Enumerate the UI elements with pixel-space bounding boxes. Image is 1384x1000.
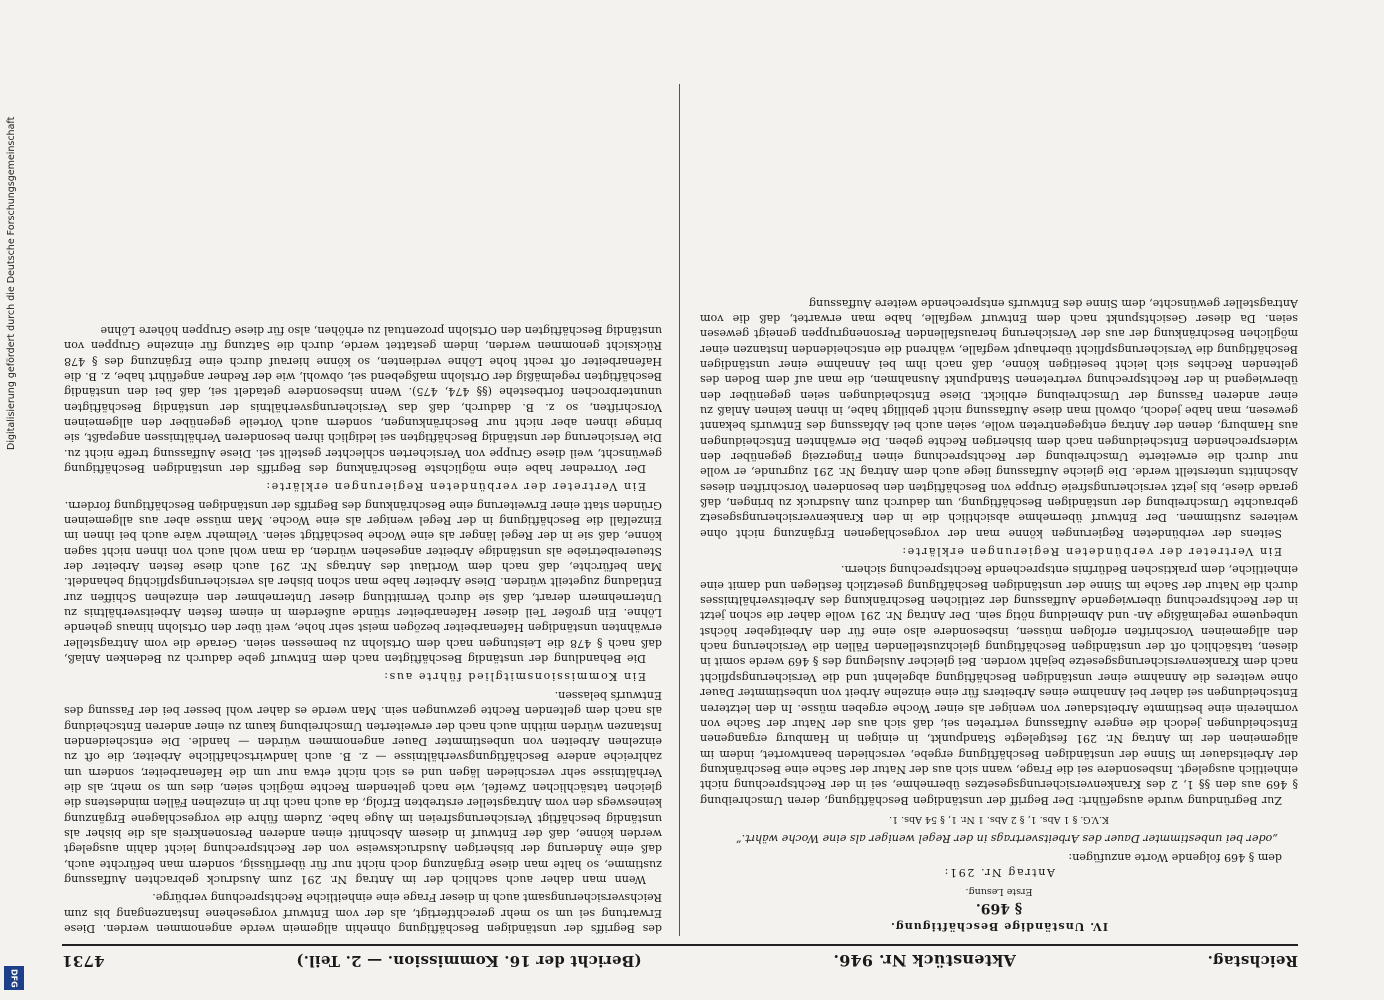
speaker-line: Ein Vertreter der verbündeten Regierungen erklärte:	[900, 545, 1282, 559]
speaker-line: Ein Vertreter der verbündeten Regierungen erklärte:	[264, 480, 646, 494]
credit-text: Digitalisierung gefördert durch die Deutsche Forschungsgemeinschaft	[6, 116, 17, 450]
paragraph: Die Behandlung der unständig Beschäftigten nach dem Entwurf gebe dadurch zu Bedenken Anlaß, daß nach § 478 die Leistungen nach dem Ortslohn zu bemessen seien. Gerade die vom Antragsteller erwähnten unständigen Hafenarbeiter bezögen meist sehr hohe, weit über den Ortslohn hinaus gehende Löhne. Ein großer Teil dieser Hafenarbeiter stünde außerdem in einem festen Arbeitsverhältnis zu Unternehmern derart, daß sie durch Vermittlung dieser Unternehmer den einzelnen Schiffen zur Entladung zugeteilt würden. Diese Arbeiter habe man schon bisher als versicherungspflichtig behandelt. Man befürchte, daß nach dem Wortlaut des Antrags Nr. 291 auch diese festen Arbeiter der Steuereibetriebe als unständige Arbeiter angesehen würden, da man wohl auch von ihnen nicht sagen könne, daß sie in der Regel länger als eine Woche beschäftigt seien. Vielmehr wäre auch bei ihnen im Einzelfall die Beschäftigung in der Regel weniger als eine Woche. Man müsse aber aus allgemeinen Gründen statt einer Erweiterung eine Beschränkung des Begriffs der unständigen Beschäftigung fordern.	[64, 498, 662, 666]
header-title: Aktenstück Nr. 946.	[833, 951, 1016, 971]
paragraph-title: § 469.	[975, 899, 1023, 916]
page-header	[62, 948, 1298, 974]
dfg-logo-icon: DFG	[4, 966, 24, 990]
antrag-heading: Antrag Nr. 291:	[943, 865, 1055, 879]
paragraph: Zur Begründung wurde ausgeführt: Der Begriff der unständigen Beschäftigung, deren Umschreibung § 469 aus den §§ 1, 2 des Krankenversicherungsgesetzes übernehme, sei in der Rechtsprechung nicht einheitlich ausgelegt. Insbesondere sei die Frage, wann sich aus der Natur der Sache eine Beschränkung der Arbeitsdauer im Sinne der unständigen Beschäftigung ergebe, verschieden beantwortet, indem im allgemeinen der im Antrag Nr. 291 festgelegte Standpunkt, in einigen in Hamburg ergangenen Entscheidungen jedoch die engere Auffassung vertreten sei, daß sich aus der Natur der Sache von vornherein eine bestimmte Arbeitsdauer von weniger als einer Woche ergeben müsse. In den letzteren Entscheidungen sei daher bei Annahme eines Arbeiters für eine einzelne Arbeit von unbestimmter Dauer ohne weiteres die Annahme einer unständigen Beschäftigung abgelehnt und die Versicherungspflicht nach dem Krankenversicherungsgesetze bejaht worden. Bei gleicher Auslegung des § 469 werde somit in diesen, tatsächlich oft der unständigen Beschäftigung gleichzustellenden Fällen die Versicherung nach den allgemeinen Vorschriften erfolgen müssen, insbesondere also eine für den Arbeitgeber höchst unbequeme regelmäßige An- und Abmeldung nötig sein. Der Antrag Nr. 291 wolle daher die schon jetzt in der Rechtsprechung überwiegende Auffassung der zeitlichen Beschränkung des Arbeitsverhältnisses durch die Natur der Sache im Sinne der unständigen Beschäftigung gesetzlich festlegen und damit eine einheitliche, dem praktischen Bedürfnis entsprechende Rechtsprechung sichern.	[700, 563, 1298, 807]
column-divider	[679, 84, 680, 936]
page-number: 4731	[62, 952, 105, 970]
paragraph: Wenn man daher auch sachlich der im Antrag Nr. 291 zum Ausdruck gebrachten Auffassung zustimme, so halte man diese Ergänzung doch nicht nur für überflüssig, sondern man befürchte auch, daß eine Änderung der bisherigen Ausdrucksweise von der Rechtsprechung leicht dahin ausgelegt werden könne, daß der Entwurf in diesem Abschnitt einen anderen Personenkreis als die bisher als unständig beschäftigt Versicherungsfreien im Auge habe. Zudem führe die vorgeschlagene Ergänzung keineswegs den vom Antragsteller erstrebten Erfolg, da auch nach ihr in einzelnen Fällen mindestens die gleichen tatsächlichen Zweifel, wie nach geltendem Rechte möglich seien, dies um so mehr, als die Verhältnisse sehr verschieden lägen und es sich nicht etwa nur um die Hafenarbeiter, sondern um zahlreiche andere Beschäftigungsverhältnisse — z. B. auch landwirtschaftliche Arbeiter, die oft zu einzelnen Arbeiten von unbestimmter Dauer angenommen würden — handle. Die entscheidenden Instanzen würden mithin auch nach der erweiterten Umschreibung kaum zu einer anderen Entscheidung als nach dem geltenden Rechte gezwungen sein. Man werde es daher wohl besser bei der Fassung des Entwurfs belassen.	[64, 688, 662, 886]
digitization-credit	[6, 0, 26, 1000]
header-rule	[62, 944, 1298, 946]
section-title: IV. Unständige Beschäftigung.	[890, 920, 1108, 933]
references: K.V.G. § 1 Abs. 1, § 2 Abs. 1 Nr. 1, § 54 Abs. 1.	[889, 813, 1109, 825]
speaker-line: Ein Kommissionsmitglied führte aus:	[382, 670, 646, 684]
header-right: (Bericht der 16. Kommission. — 2. Teil.)	[296, 952, 642, 970]
paragraph: Der Vorredner habe eine möglichste Beschränkung des Begriffs der unständigen Beschäftigung gewünscht, weil diese Gruppe von Versicherten schlechter gestellt sei. Diese Auffassung treffe nicht zu. Die Versicherung der unständig Beschäftigten sei lediglich ihren besonderen Verhältnissen angepaßt, sie bringe ihnen aber nicht nur Beschränkungen, sondern auch Vorteile gegenüber den allgemeinen Vorschriften, so z. B. dadurch, daß das Versicherungsverhältnis der unständig Beschäftigten ununterbrochen fortbestehe (§§ 474, 475). Wenn insbesondere getadelt sei, daß bei den unständig Beschäftigten regelmäßig der Ortslohn maßgebend sei, obwohl, wie der Redner angeführt habe, z. B. die Hafenarbeiter oft recht hohe Löhne verdienten, so könne hierauf durch eine Ergänzung des § 478 Rücksicht genommen werden, indem gestattet werde, durch die Satzung für einzelne Gruppen von unständig Beschäftigten den Ortslohn prozentual zu erhöhen, also für diese Gruppen höhere Löhne	[64, 323, 662, 476]
reading-label: Erste Lesung.	[965, 886, 1033, 898]
antrag-intro: dem § 469 folgende Worte anzufügen:	[1068, 850, 1282, 864]
left-column	[700, 84, 1298, 936]
right-column	[64, 84, 662, 936]
paragraph: Seitens der verbündeten Regierungen könne man der vorgeschlagenen Ergänzung nicht ohne weiteres zustimmen. Der Entwurf übernehme absichtlich die in den Krankenversicherungsgesetz gebrauchte Umschreibung der unständigen Beschäftigung, um dadurch zum Ausdruck zu bringen, daß gerade diese, bis jetzt versicherungsfreie Gruppe von Beschäftigten den besonderen Vorschriften dieses Abschnitts unterstellt werde. Die gleiche Auffassung liege auch dem Antrag Nr. 291 zugrunde, er wolle nur durch die erweiterte Umschreibung der Rechtsprechung einen Fingerzeig gegenüber den widersprechenden Entscheidungen nach dem bisherigen Rechte geben. Die erwähnten Entscheidungen aus Hamburg, denen der Antrag entgegentreten wolle, seien auch bei Abfassung des Entwurfs bekannt gewesen, man habe jedoch, obwohl man diese Auffassung nicht gebilligt habe, in ihnen keinen Anlaß zu einer anderen Fassung der Umschreibung erblickt. Diese Entscheidungen seien gegenüber den überwiegend in der Rechtsprechung vertretenen Standpunkt Ausnahmen, die man auf dem Boden des geltenden Rechtes sich leicht beseitigen könne, daß nach ihm bei Annahme einer unständigen Beschäftigung die Versicherungspflicht überhaupt wegfalle, während die entscheidenden Instanzen einer möglichen Beschränkung der aus der Versicherung herausfallenden Personengruppen geneigt gewesen seien. Da dieser Gesichtspunkt nach dem Entwurf wegfalle, habe man erwartet, daß die vom Antragsteller gewünschte, dem Sinne des Entwurfs entsprechende weitere Auffassung	[700, 296, 1298, 540]
antrag-quote: „oder bei unbestimmter Dauer des Arbeitsvertrags in der Regel weniger als eine Woche währt.“	[735, 832, 1278, 846]
paragraph: des Begriffs der unständigen Beschäftigung ohnehin allgemein werde angenommen werden. Diese Erwartung sei um so mehr gerechtfertigt, als der vom Entwurf vorgesehene Instanzengang bis zum Reichsversicherungsamt auch in dieser Frage eine einheitliche Rechtsprechung verbürge.	[64, 891, 662, 935]
header-left: Reichstag.	[1207, 952, 1298, 970]
